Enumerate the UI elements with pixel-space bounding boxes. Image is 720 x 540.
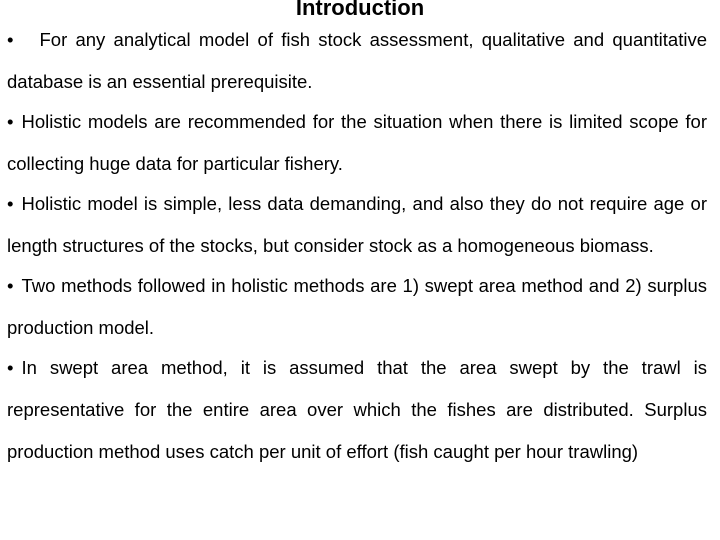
- slide-title: Introduction: [295, 0, 425, 20]
- bullet-icon: •: [7, 111, 14, 132]
- bullet-item: [7, 19, 707, 103]
- bullet-item: [7, 347, 707, 473]
- bullet-text: Two methods followed in holistic methods are 1) swept area method and 2) surplus production model.: [7, 275, 707, 338]
- bullet-icon: •: [7, 29, 14, 50]
- bullet-text: In swept area method, it is assumed that the area swept by the trawl is representative for the entire area over which the fishes are distributed. Surplus production method uses catch per unit of effort (fish caught per hour trawling): [7, 357, 707, 462]
- bullet-text: Holistic model is simple, less data demanding, and also they do not require age or length structures of the stocks, but consider stock as a homogeneous biomass.: [7, 193, 707, 256]
- bullet-item: [7, 265, 707, 349]
- bullet-icon: •: [7, 357, 14, 378]
- bullet-icon: •: [7, 193, 14, 214]
- bullet-icon: •: [7, 275, 14, 296]
- bullet-list: [7, 19, 707, 473]
- bullet-text: Holistic models are recommended for the situation when there is limited scope for collecting huge data for particular fishery.: [7, 111, 707, 174]
- bullet-text: For any analytical model of fish stock assessment, qualitative and quantitative database is an essential prerequisite.: [7, 29, 707, 92]
- bullet-item: [7, 101, 707, 185]
- bullet-item: [7, 183, 707, 267]
